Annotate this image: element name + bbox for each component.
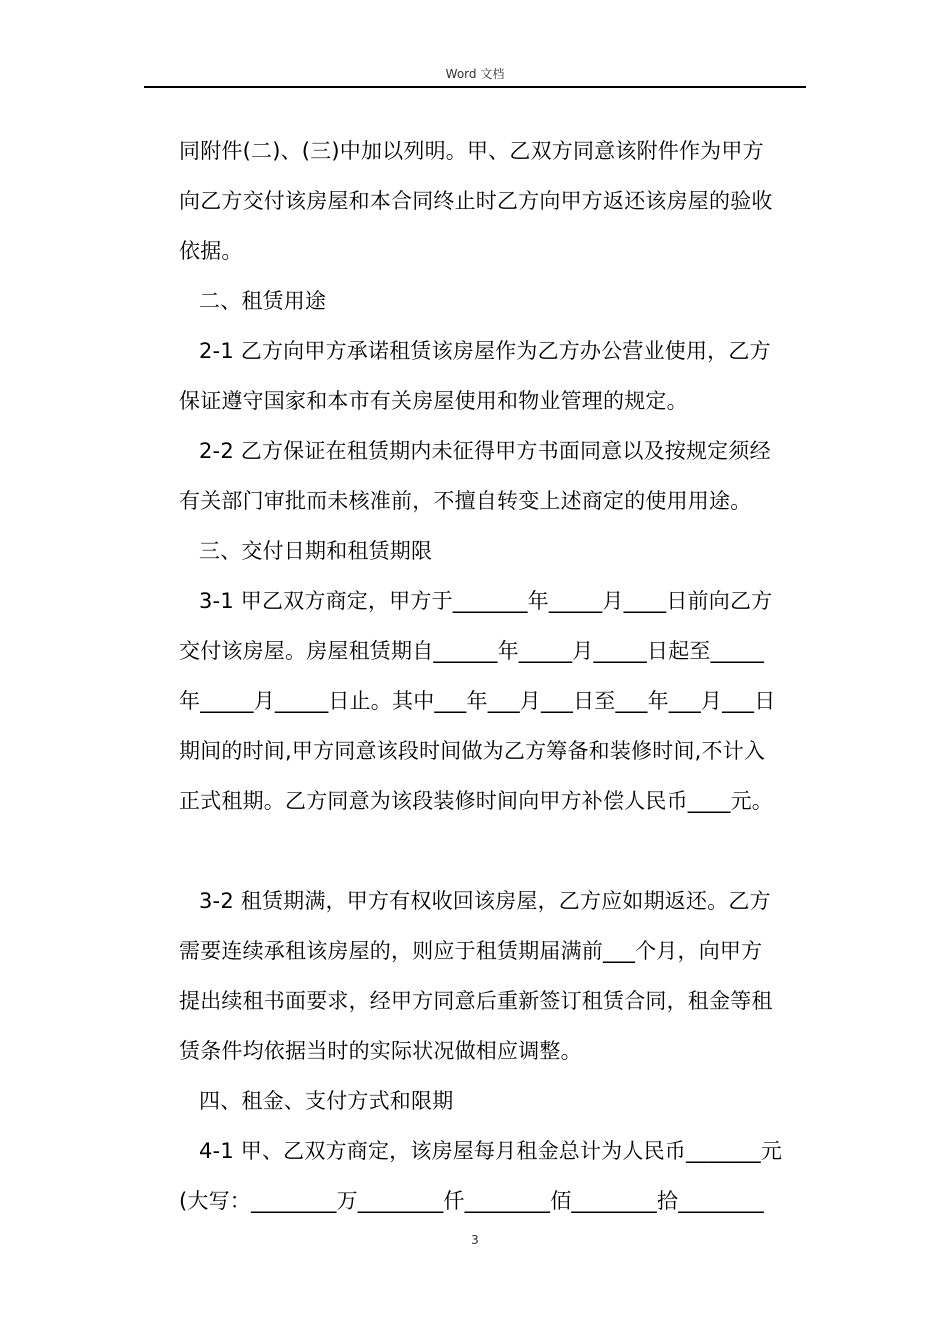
paragraph-line: 依据。 bbox=[179, 239, 243, 263]
paragraph-line: 赁条件均依据当时的实际状况做相应调整。 bbox=[179, 1039, 582, 1063]
paragraph-line: 需要连续承租该房屋的，则应于租赁期届满前___个月，向甲方 bbox=[179, 939, 763, 963]
paragraph-line: 正式租期。乙方同意为该段装修时间向甲方补偿人民币____元。 bbox=[179, 789, 773, 813]
header-divider bbox=[144, 86, 806, 88]
paragraph-line: 提出续租书面要求，经甲方同意后重新签订租赁合同，租金等租 bbox=[179, 989, 773, 1013]
page-number: 3 bbox=[471, 1233, 479, 1247]
blank-line bbox=[179, 826, 805, 876]
paragraph-line: 有关部门审批而未核准前，不擅自转变上述商定的使用用途。 bbox=[179, 489, 752, 513]
paragraph-line: 保证遵守国家和本市有关房屋使用和物业管理的规定。 bbox=[179, 389, 688, 413]
clause-line: 3-1 甲乙双方商定，甲方于_______年_____月____日前向乙方 bbox=[199, 589, 773, 613]
section-heading: 三、交付日期和租赁期限 bbox=[199, 539, 433, 563]
page-header: Word 文档 bbox=[445, 67, 505, 81]
paragraph-line: 向乙方交付该房屋和本合同终止时乙方向甲方返还该房屋的验收 bbox=[179, 189, 773, 213]
paragraph-line: 交付该房屋。房屋租赁期自______年_____月_____日起至_____ bbox=[179, 639, 765, 663]
paragraph-line: 期间的时间,甲方同意该段时间做为乙方筹备和装修时间,不计入 bbox=[179, 739, 766, 763]
section-heading: 二、租赁用途 bbox=[199, 289, 327, 313]
clause-line: 2-2 乙方保证在租赁期内未征得甲方书面同意以及按规定须经 bbox=[199, 439, 771, 463]
document-body bbox=[179, 126, 805, 1226]
clause-line: 3-2 租赁期满，甲方有权收回该房屋，乙方应如期返还。乙方 bbox=[199, 889, 771, 913]
clause-line: 2-1 乙方向甲方承诺租赁该房屋作为乙方办公营业使用，乙方 bbox=[199, 339, 771, 363]
clause-line: 4-1 甲、乙双方商定，该房屋每月租金总计为人民币_______元 bbox=[199, 1139, 783, 1163]
paragraph-line: (大写：________万________仟________佰________拾________ bbox=[179, 1189, 764, 1213]
paragraph-line: 年_____月_____日止。其中___年___月___日至___年___月___日 bbox=[179, 689, 776, 713]
section-heading: 四、租金、支付方式和限期 bbox=[199, 1089, 454, 1113]
paragraph-line: 同附件(二)、(三)中加以列明。甲、乙双方同意该附件作为甲方 bbox=[179, 139, 764, 163]
